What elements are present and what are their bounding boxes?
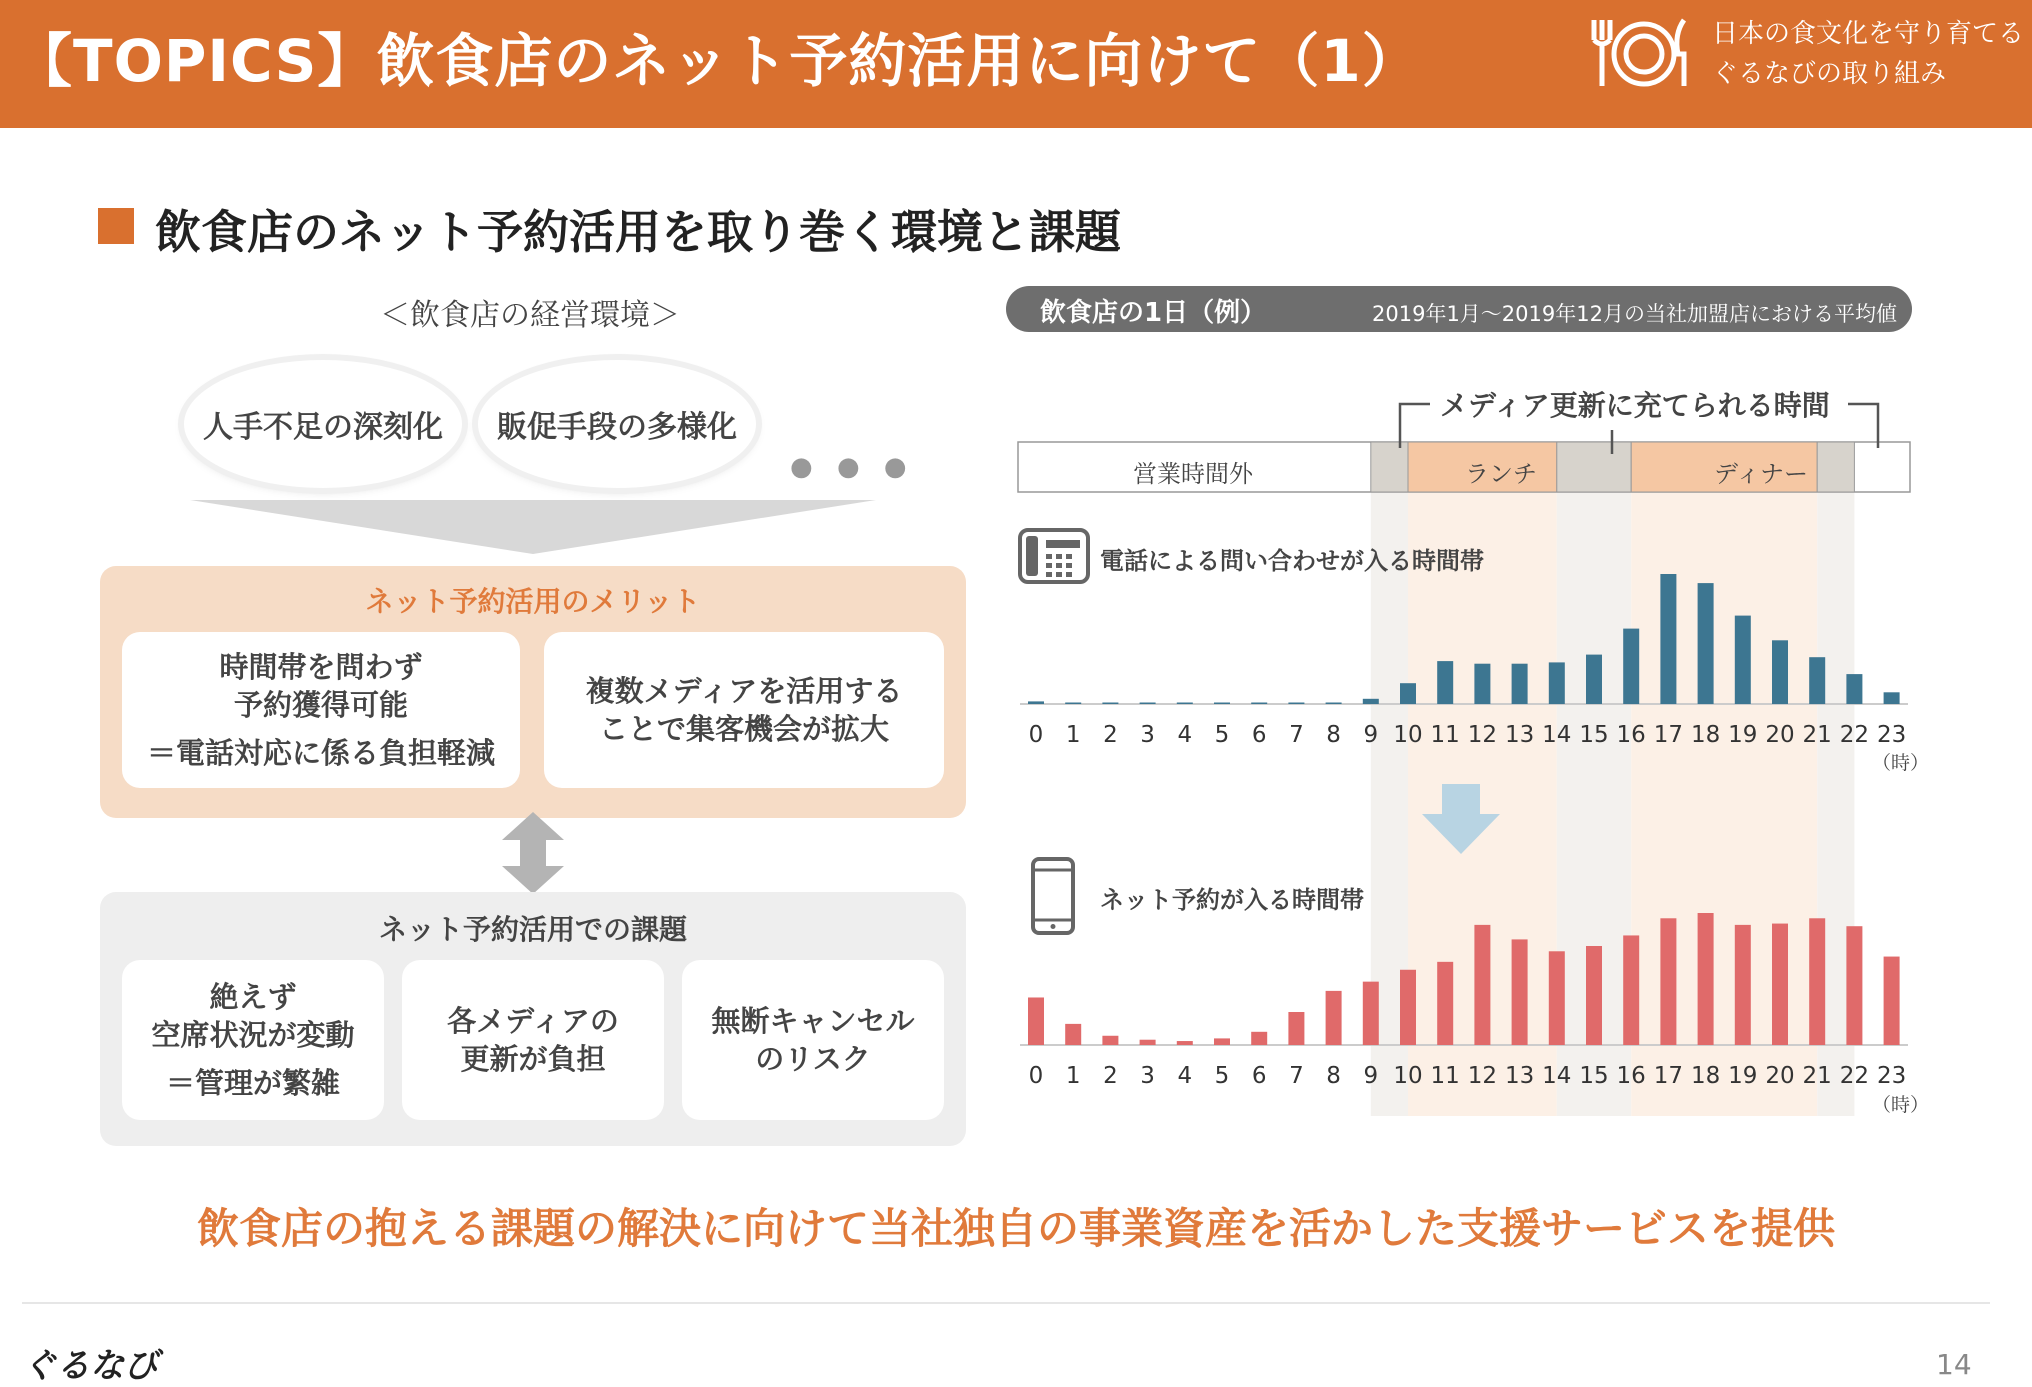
net-chart-tick-17: 17 [1653, 1063, 1684, 1089]
merit-card-2-line1: 複数メディアを活用する [585, 674, 903, 708]
net-chart-unit: （時） [1872, 1094, 1930, 1116]
net-chart-bar-5 [1214, 1038, 1230, 1045]
phone-chart-bar-14 [1549, 662, 1565, 704]
merit-title: ネット予約活用のメリット [365, 585, 701, 618]
net-chart-bar-17 [1660, 918, 1676, 1045]
phone-chart-tick-15: 15 [1579, 722, 1609, 748]
net-chart-tick-5: 5 [1214, 1063, 1230, 1089]
net-chart-tick-18: 18 [1690, 1063, 1721, 1089]
issue-card-2-line1: 各メディアの [447, 1004, 619, 1038]
day-header-title: 飲食店の1日（例） [1040, 298, 1267, 328]
phone-chart-bar-15 [1586, 655, 1602, 704]
brand-logo: ぐるなび [22, 1346, 158, 1386]
merit-card-1-line1: 時間帯を問わず [219, 650, 423, 684]
phone-chart-tick-14: 14 [1542, 722, 1572, 748]
issue-card-3-line2: のリスク [755, 1042, 871, 1076]
phone-chart-bar-22 [1846, 674, 1862, 704]
net-chart-tick-14: 14 [1542, 1063, 1572, 1089]
phone-chart-bar-23 [1884, 692, 1900, 704]
merit-card-2-line2: ことで集客機会が拡大 [598, 712, 889, 746]
phone-chart-bar-17 [1660, 574, 1676, 704]
net-chart-tick-9: 9 [1363, 1063, 1379, 1089]
phone-chart-bar-3 [1140, 703, 1156, 705]
phone-chart-tick-20: 20 [1765, 722, 1795, 748]
net-chart-tick-7: 7 [1289, 1063, 1304, 1089]
environment-label: ＜飲食店の経営環境＞ [380, 298, 680, 333]
net-chart-bar-4 [1177, 1041, 1193, 1045]
phone-chart-bar-6 [1251, 703, 1267, 705]
net-chart-bar-16 [1623, 935, 1639, 1045]
net-chart-bar-0 [1028, 997, 1044, 1045]
phone-chart-tick-7: 7 [1289, 722, 1304, 748]
phone-chart-bar-21 [1809, 657, 1825, 704]
issue-card-2-line2: 更新が負担 [460, 1042, 606, 1076]
phone-chart-tick-9: 9 [1363, 722, 1379, 748]
net-chart-title: ネット予約が入る時間帯 [1100, 886, 1364, 914]
net-chart-tick-23: 23 [1876, 1063, 1907, 1089]
phone-chart-tick-16: 16 [1616, 722, 1646, 748]
net-chart-tick-19: 19 [1728, 1063, 1758, 1089]
net-chart-tick-2: 2 [1103, 1063, 1118, 1089]
factor-ellipse-1: 人手不足の深刻化 [184, 360, 462, 488]
phone-chart-bar-13 [1512, 664, 1528, 704]
net-chart-bar-13 [1512, 939, 1528, 1045]
phone-chart-bar-12 [1474, 664, 1490, 704]
issue-card-1-line2: 空席状況が変動 [151, 1018, 355, 1052]
phone-chart-bar-20 [1772, 640, 1788, 704]
phone-chart-title: 電話による問い合わせが入る時間帯 [1100, 547, 1484, 575]
net-chart-bar-19 [1735, 925, 1751, 1045]
net-chart-bar-23 [1884, 957, 1900, 1045]
net-chart-bar-8 [1326, 991, 1342, 1045]
more-dots: ● ● ● [790, 452, 915, 482]
net-chart-tick-1: 1 [1065, 1063, 1081, 1089]
phone-chart-bar-9 [1363, 699, 1379, 704]
merit-card-1-line3: ＝電話対応に係る負担軽減 [146, 736, 495, 770]
net-chart-bar-18 [1698, 913, 1714, 1045]
net-chart-bar-11 [1437, 962, 1453, 1045]
net-chart-tick-3: 3 [1140, 1063, 1155, 1089]
section-title: 飲食店のネット予約活用を取り巻く環境と課題 [155, 205, 1121, 259]
phone-chart-tick-21: 21 [1802, 722, 1832, 748]
page-title: 【TOPICS】飲食店のネット予約活用に向けて（1） [14, 27, 1421, 95]
net-chart-tick-6: 6 [1251, 1063, 1267, 1089]
phone-chart-tick-3: 3 [1140, 722, 1155, 748]
net-chart-tick-13: 13 [1504, 1063, 1535, 1089]
phone-chart-tick-13: 13 [1504, 722, 1535, 748]
net-chart-tick-11: 11 [1430, 1063, 1460, 1089]
net-chart-bar-22 [1846, 926, 1862, 1045]
phone-chart-tick-23: 23 [1876, 722, 1907, 748]
phone-chart-bar-19 [1735, 616, 1751, 704]
net-chart-bar-12 [1474, 925, 1490, 1045]
factor-ellipse-2: 販促手段の多様化 [478, 360, 756, 488]
issue-card-1-line3: ＝管理が繁雑 [165, 1066, 340, 1100]
net-chart-bar-7 [1288, 1012, 1304, 1045]
phone-chart-tick-10: 10 [1393, 722, 1423, 748]
net-chart-bar-21 [1809, 918, 1825, 1045]
issue-card-3-line1: 無断キャンセル [711, 1004, 915, 1038]
net-chart-bar-3 [1140, 1040, 1156, 1045]
phone-chart-bar-4 [1177, 703, 1193, 705]
day-header-note: 2019年1月～2019年12月の当社加盟店における平均値 [1372, 302, 1897, 326]
phone-chart-tick-19: 19 [1728, 722, 1758, 748]
net-chart-tick-20: 20 [1765, 1063, 1795, 1089]
phone-chart-bar-16 [1623, 629, 1639, 704]
media-update-label: メディア更新に充てられる時間 [1432, 384, 1838, 424]
net-chart-tick-10: 10 [1393, 1063, 1423, 1089]
phone-chart-bar-7 [1288, 703, 1304, 705]
phone-chart-bar-18 [1698, 583, 1714, 704]
footer-divider [22, 1302, 1990, 1304]
net-chart-bar-10 [1400, 970, 1416, 1045]
net-chart-bar-6 [1251, 1032, 1267, 1045]
segment-dinner-label: ディナー [1713, 460, 1809, 488]
net-chart-tick-12: 12 [1467, 1063, 1498, 1089]
phone-chart-bar-1 [1065, 703, 1081, 705]
phone-chart-tick-11: 11 [1430, 722, 1460, 748]
conclusion-text: 飲食店の抱える課題の解決に向けて当社独自の事業資産を活かした支援サービスを提供 [196, 1204, 1835, 1253]
net-chart-tick-22: 22 [1839, 1063, 1870, 1089]
phone-chart-bar-8 [1326, 703, 1342, 705]
net-chart-tick-15: 15 [1579, 1063, 1609, 1089]
net-chart-tick-16: 16 [1616, 1063, 1646, 1089]
issue-title: ネット予約活用での課題 [378, 913, 687, 946]
issue-card-1-line1: 絶えず [209, 980, 297, 1014]
phone-chart-bar-0 [1028, 701, 1044, 704]
tagline-line2: ぐるなびの取り組み [1712, 59, 1947, 89]
net-chart-tick-8: 8 [1326, 1063, 1341, 1089]
phone-chart-tick-18: 18 [1690, 722, 1721, 748]
phone-chart-tick-4: 4 [1177, 722, 1193, 748]
net-chart-bar-14 [1549, 951, 1565, 1045]
phone-chart-tick-0: 0 [1028, 722, 1044, 748]
net-chart-tick-4: 4 [1177, 1063, 1193, 1089]
phone-chart-tick-1: 1 [1065, 722, 1081, 748]
net-chart-bar-15 [1586, 946, 1602, 1045]
phone-chart-tick-8: 8 [1326, 722, 1341, 748]
merit-card-1-line2: 予約獲得可能 [233, 688, 408, 722]
net-chart-tick-21: 21 [1802, 1063, 1832, 1089]
phone-chart-bar-11 [1437, 661, 1453, 704]
segment-outside-label: 営業時間外 [1133, 460, 1253, 488]
tagline-line1: 日本の食文化を守り育てる [1712, 19, 2025, 49]
net-chart-bar-1 [1065, 1024, 1081, 1045]
phone-chart-tick-22: 22 [1839, 722, 1870, 748]
phone-chart-bar-5 [1214, 703, 1230, 705]
page-number: 14 [1936, 1348, 1972, 1381]
phone-chart-unit: （時） [1872, 752, 1930, 774]
phone-chart-bar-10 [1400, 683, 1416, 704]
phone-chart-tick-12: 12 [1467, 722, 1498, 748]
segment-lunch-label: ランチ [1465, 460, 1537, 488]
net-chart-bar-9 [1363, 982, 1379, 1045]
phone-chart-bar-2 [1102, 703, 1118, 705]
phone-chart-tick-17: 17 [1653, 722, 1684, 748]
net-chart-tick-0: 0 [1028, 1063, 1044, 1089]
phone-chart-tick-2: 2 [1103, 722, 1118, 748]
phone-chart-tick-5: 5 [1214, 722, 1230, 748]
net-chart-bar-2 [1102, 1036, 1118, 1045]
phone-chart-tick-6: 6 [1251, 722, 1267, 748]
net-chart-bar-20 [1772, 924, 1788, 1045]
